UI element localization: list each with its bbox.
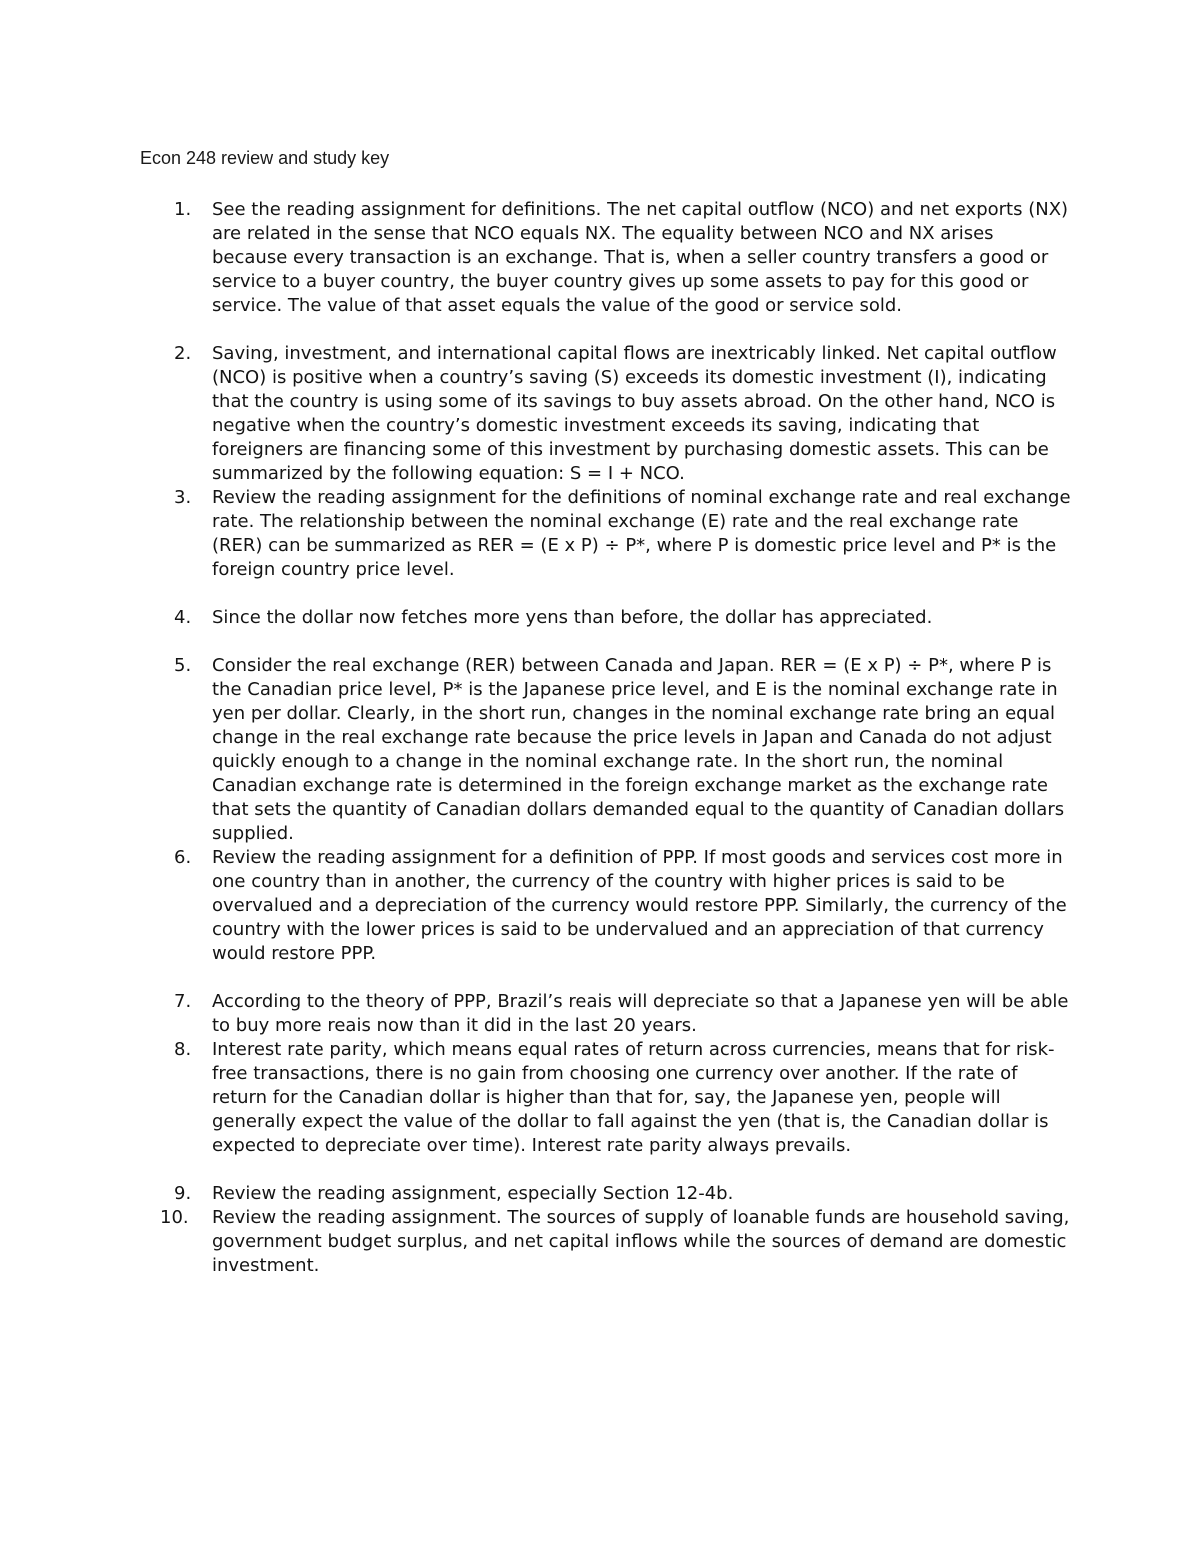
item-number: 6. <box>174 847 192 868</box>
list-item <box>0 654 1072 846</box>
item-text: Saving, investment, and international capital flows are inextricably linked. Net capital outflow (NCO) is positive when a country’s saving (S) exceeds its domestic investment (I), indicating that the country is using some of its savings to buy assets abroad. On the other hand, NCO is negative when the country’s domestic investment exceeds its saving, indicating that foreigners are financing some of this investment by purchasing domestic assets. This can be summarized by the following equation: S = I + NCO. <box>212 343 1057 484</box>
item-number: 2. <box>174 343 192 364</box>
item-text: According to the theory of PPP, Brazil’s reais will depreciate so that a Japanese yen will be able to buy more reais now than it did in the last 20 years. <box>212 991 1069 1036</box>
item-number: 8. <box>174 1039 192 1060</box>
list-item <box>0 846 1072 966</box>
item-text: Consider the real exchange (RER) between Canada and Japan. RER = (E x P) ÷ P*, where P is the Canadian price level, P* is the Japanese price level, and E is the nominal exchange rate in yen per dollar. Clearly, in the short run, changes in the nominal exchange rate bring an equal change in the real exchange rate because the price levels in Japan and Canada do not adjust quickly enough to a change in the nominal exchange rate. In the short run, the nominal Canadian exchange rate is determined in the foreign exchange market as the exchange rate that sets the quantity of Canadian dollars demanded equal to the quantity of Canadian dollars supplied. <box>212 655 1065 844</box>
item-number: 7. <box>174 991 192 1012</box>
list-item <box>0 198 1072 318</box>
item-text: Review the reading assignment for the definitions of nominal exchange rate and real exchange rate. The relationship between the nominal exchange (E) rate and the real exchange rate (RER) can be summarized as RER = (E x P) ÷ P*, where P is domestic price level and P* is the foreign country price level. <box>212 487 1071 580</box>
list-item <box>0 1182 1072 1206</box>
item-number: 4. <box>174 607 192 628</box>
item-text: Review the reading assignment. The sources of supply of loanable funds are household saving, government budget surplus, and net capital inflows while the sources of demand are domestic investment. <box>212 1207 1070 1276</box>
item-number: 3. <box>174 487 192 508</box>
item-number: 5. <box>174 655 192 676</box>
item-text: See the reading assignment for definitions. The net capital outflow (NCO) and net exports (NX) are related in the sense that NCO equals NX. The equality between NCO and NX arises because every transaction is an exchange. That is, when a seller country transfers a good or service to a buyer country, the buyer country gives up some assets to pay for this good or service. The value of that asset equals the value of the good or service sold. <box>212 199 1069 316</box>
review-answer-list <box>0 198 1200 1278</box>
list-item <box>0 1038 1072 1158</box>
item-number: 9. <box>174 1183 192 1204</box>
document-title: Econ 248 review and study key <box>140 148 390 168</box>
list-item <box>0 486 1072 582</box>
list-item <box>0 1206 1072 1278</box>
list-item <box>0 342 1072 486</box>
list-item <box>0 606 1072 630</box>
item-text: Since the dollar now fetches more yens than before, the dollar has appreciated. <box>212 607 933 628</box>
item-text: Review the reading assignment for a definition of PPP. If most goods and services cost more in one country than in another, the currency of the country with higher prices is said to be overvalued and a depreciation of the currency would restore PPP. Similarly, the currency of the country with the lower prices is said to be undervalued and an appreciation of that currency would restore PPP. <box>212 847 1067 964</box>
item-text: Review the reading assignment, especially Section 12-4b. <box>212 1183 734 1204</box>
list-item <box>0 990 1072 1038</box>
item-number: 10. <box>160 1207 189 1228</box>
item-text: Interest rate parity, which means equal rates of return across currencies, means that for risk-free transactions, there is no gain from choosing one currency over another. If the rate of return for the Canadian dollar is higher than that for, say, the Japanese yen, people will generally expect the value of the dollar to fall against the yen (that is, the Canadian dollar is expected to depreciate over time). Interest rate parity always prevails. <box>212 1039 1055 1156</box>
item-number: 1. <box>174 199 192 220</box>
